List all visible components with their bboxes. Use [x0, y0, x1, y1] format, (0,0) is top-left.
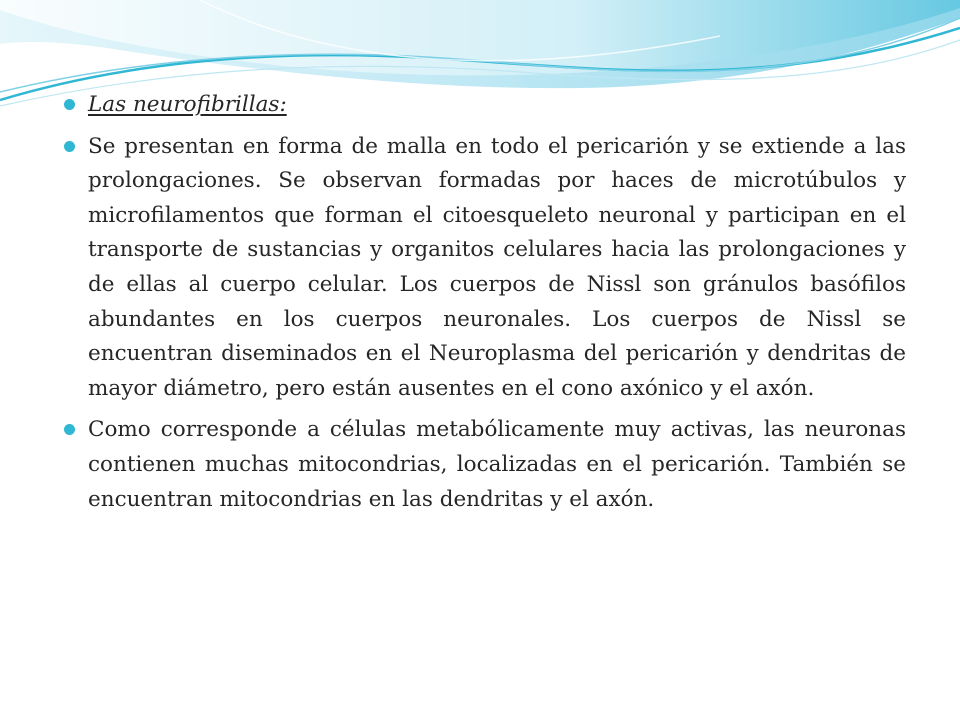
bullet-dot-icon: [64, 424, 75, 435]
bullet-text: Como corresponde a células metabólicamente muy activas, las neuronas contienen muchas mitocondrias, localizadas en el pericarión. También se encuentran mitocondrias en las dendritas y el axón.: [88, 417, 906, 512]
bullet-item-heading: [64, 88, 906, 123]
bullet-item-mitocondrias: [64, 413, 906, 517]
bullet-dot-icon: [64, 141, 75, 152]
bullet-text: Se presentan en forma de malla en todo el pericarión y se extiende a las prolongaciones. Se observan formadas por haces de microtúbulos y microfilamentos que forman el citoesqueleto neuronal y participan en el transporte de sustancias y organitos celulares hacia las prolongaciones y de ellas al cuerpo celular. Los cuerpos de Nissl son gránulos basófilos abundantes en los cuerpos neuronales. Los cuerpos de Nissl se encuentran diseminados en el Neuroplasma del pericarión y dendritas de mayor diámetro, pero están ausentes en el cono axónico y el axón.: [88, 133, 906, 401]
bullet-item-neurofibrillas: [64, 130, 906, 407]
bullet-heading-text: Las neurofibrillas:: [88, 92, 287, 117]
bullet-list: [64, 88, 906, 517]
bullet-dot-icon: [64, 99, 75, 110]
bullet-content: [64, 88, 906, 524]
